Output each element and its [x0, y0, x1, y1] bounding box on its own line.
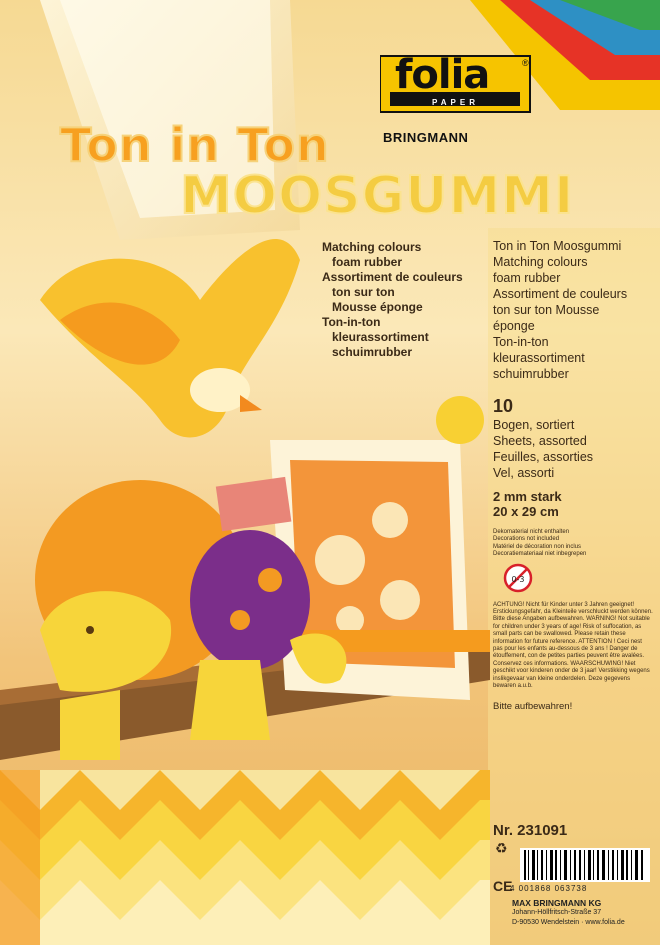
- desc-line: Mousse éponge: [332, 300, 423, 314]
- size-spec: 20 x 29 cm: [493, 504, 559, 519]
- recycle-icon: ♻: [495, 840, 508, 856]
- desc-line: schuimrubber: [332, 345, 413, 359]
- product-title-line1: Ton in Ton: [60, 118, 330, 172]
- deco-line: Dekomaterial nicht enthalten: [493, 529, 570, 535]
- desc-line: Matching colours: [322, 240, 422, 254]
- count-line: Vel, assorti: [493, 466, 555, 480]
- info-line: Ton-in-ton: [493, 335, 549, 349]
- brand-logo: folia: [395, 52, 490, 98]
- desc-line: Ton-in-ton: [322, 315, 381, 329]
- info-line: kleurassortiment: [493, 351, 585, 365]
- thickness-spec: 2 mm stark: [493, 489, 562, 504]
- product-description-left: [322, 240, 487, 360]
- brand-maker: BRINGMANN: [383, 130, 469, 145]
- info-line: Matching colours: [493, 255, 588, 269]
- deco-line: Decoratiemateriaal niet inbegrepen: [493, 551, 587, 558]
- ce-mark: CE: [493, 878, 513, 894]
- info-line: foam rubber: [493, 271, 561, 285]
- desc-line: ton sur ton: [332, 285, 395, 299]
- desc-line: foam rubber: [332, 255, 403, 269]
- company-street: Johann-Höllfritsch-Straße 37: [512, 909, 602, 916]
- keep-notice: Bitte aufbewahren!: [493, 700, 573, 712]
- count-line: Feuilles, assorties: [493, 450, 594, 464]
- deco-line: Matériel de décoration non inclus: [493, 543, 582, 550]
- product-info-panel: [493, 238, 653, 712]
- company-name: MAX BRINGMANN KG: [512, 898, 602, 908]
- barcode: [520, 848, 650, 882]
- count-line: Bogen, sortiert: [493, 418, 575, 432]
- desc-line: kleurassortiment: [332, 330, 429, 344]
- info-line: éponge: [493, 319, 535, 333]
- safety-warning: ACHTUNG! Nicht für Kinder unter 3 Jahren geeignet! Erstickungsgefahr, da Kleinteile verschluckt werden können. Bitte diese Angaben aufbewahren. WARNING! Not suitable for children under 3 years of age! Risk of suffocation, as small parts can be swallowed. Please retain these information for future reference. ATTENTION ! Ceci nest pas pour les enfants au-dessous de 3 ans ! Danger de étouffement, con de petites parties peuvent être avalées. Conservez ces informations. WAARSCHUWING! Niet geschikt voor kinderen onder de 3 jaar! Verstikking wegens inslikgevaar van kleine onderdelen. Deze gegevens bewaren a.u.b.: [493, 601, 653, 690]
- info-line: ton sur ton Mousse: [493, 303, 600, 317]
- decoration-note: [493, 529, 653, 559]
- brand-subtitle: PAPER: [432, 98, 479, 107]
- barcode-number: 4 001868 063738: [510, 884, 588, 893]
- desc-line: Assortiment de couleurs: [322, 270, 463, 284]
- product-title-line2: MOOSGUMMI: [180, 166, 575, 226]
- count-line: Sheets, assorted: [493, 434, 587, 448]
- info-line: Assortiment de couleurs: [493, 287, 628, 301]
- age-warning-icon: [503, 563, 533, 593]
- info-line: Ton in Ton Moosgummi: [493, 239, 622, 253]
- info-line: schuimrubber: [493, 367, 569, 381]
- deco-line: Decorations not included: [493, 536, 560, 543]
- article-number: Nr. 231091: [493, 822, 568, 839]
- registered-mark: ®: [522, 58, 529, 68]
- svg-text:0-3: 0-3: [511, 574, 525, 584]
- sheet-count: 10: [493, 396, 514, 416]
- company-city: D-90530 Wendelstein · www.folia.de: [512, 919, 625, 926]
